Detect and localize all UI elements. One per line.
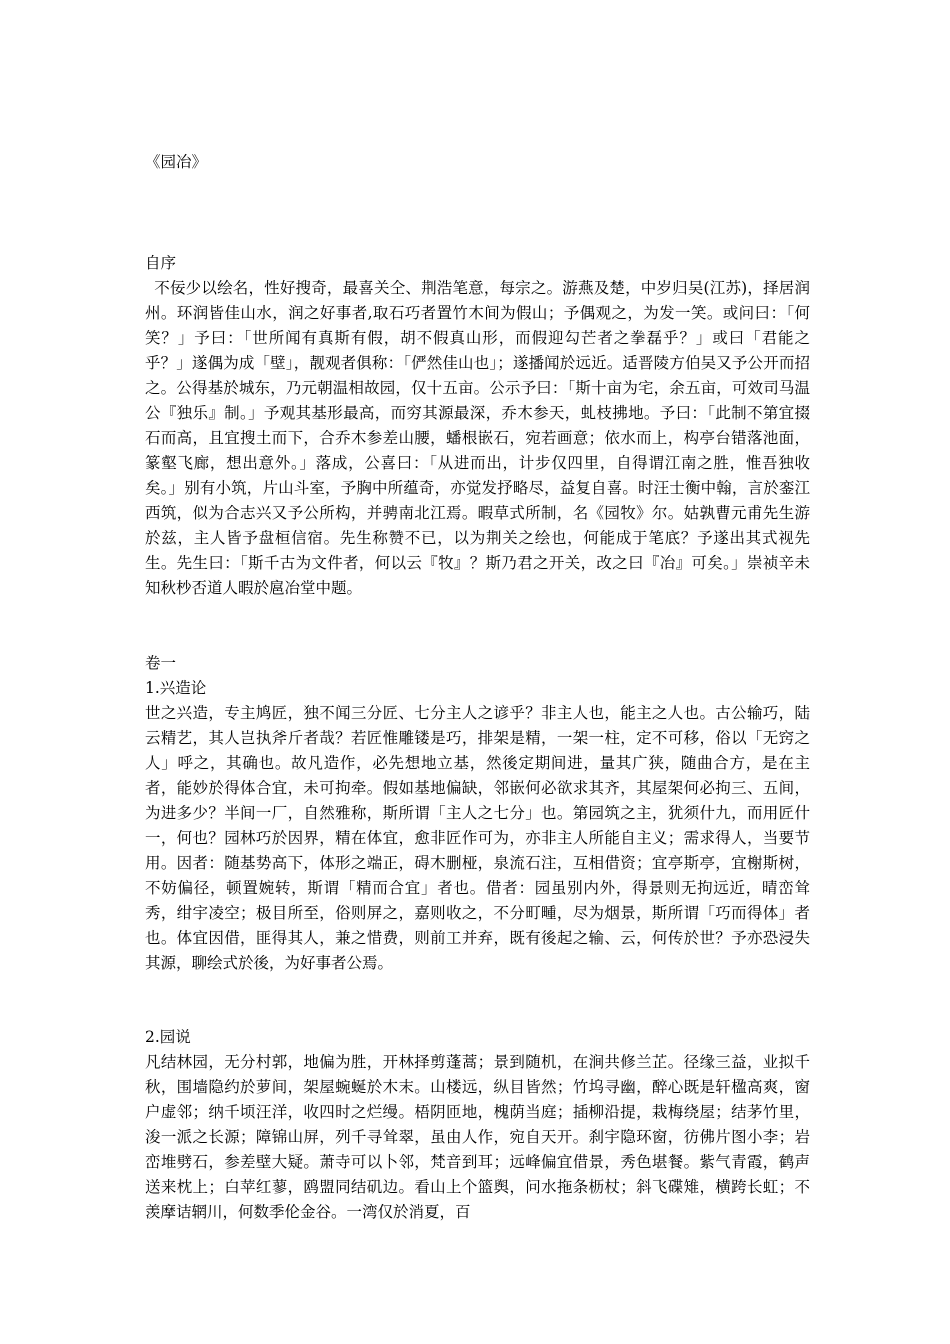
xingzao-heading: 1.兴造论 [145,679,207,697]
yuanshuo-paragraph: 凡结林园，无分村郭，地偏为胜，开林择剪蓬蒿；景到随机，在涧共修兰芷。径缘三益，业拟千秋，围墙隐约於萝间，架屋蜿蜒於木末。山楼远，纵目皆然；竹坞寻幽，醉心既是轩楹高爽，窗户虚邻；纳千顷汪洋，收四时之烂缦。梧阴匝地，槐荫当庭；插柳沿提，栽梅绕屋；结茅竹里，浚一派之长源；障锦山屏，列千寻耸翠，虽由人作，宛自天开。刹宇隐环窗，彷佛片图小李；岩峦堆劈石，参差壁大疑。萧寺可以卜邻，梵音到耳；远峰偏宜借景，秀色堪餐。紫气青霞，鹤声送来枕上；白苹红蓼，鸥盟同结矶边。看山上个篮舆，问水拖条枥杖；斜飞碟雉，横跨长虹；不羡摩诘辋川，何数季伦金谷。一湾仅於消夏，百 [145,1053,810,1221]
preface-heading: 自序 [145,254,177,272]
xingzao-paragraph: 世之兴造，专主鸠匠，独不闻三分匠、七分主人之谚乎？非主人也，能主之人也。古公输巧，陆云精艺，其人岂执斧斤者哉？若匠惟雕镂是巧，排架是精，一架一柱，定不可移，俗以「无窍之人」呼之，其确也。故凡造作，必先想地立基，然後定期间进，量其广狭，随曲合方，是在主者，能妙於得体合宜，未可拘牵。假如基地偏缺，邻嵌何必欲求其齐，其屋架何必拘三、五间，为进多少？半间一厂，自然雅称，斯所谓「主人之七分」也。第园筑之主，犹须什九，而用匠什一，何也？园林巧於因界，精在体宜，愈非匠作可为，亦非主人所能自主义；需求得人，当要节用。因者：随基势高下，体形之端正，碍木删桠，泉流石注，互相借资；宜亭斯亭，宜榭斯树，不妨偏径，顿置婉转，斯谓「精而合宜」者也。借者：园虽别内外，得景则无拘远近，晴峦耸秀，绀宇凌空；极目所至，俗则屏之，嘉则收之，不分町畽，尽为烟景，斯所谓「巧而得体」者也。体宜因借，匪得其人，兼之惜费，则前工并弃，既有後起之输、云，何传於世？予亦恐浸失其源，聊绘式於後，为好事者公焉。 [145,704,810,972]
volume1-heading: 卷一 [145,654,177,672]
volume1-section [145,651,810,976]
preface-paragraph: 不佞少以绘名，性好搜奇，最喜关仝、荆浩笔意，每宗之。游燕及楚，中岁归吴(江苏)，择居润州。环润皆佳山水，润之好事者,取石巧者置竹木间为假山；予偶观之，为发一笑。或问曰：「何笑？」予曰：「世所闻有真斯有假，胡不假真山形，而假迎勾芒者之拳磊乎？」或曰「君能之乎？」遂偶为成「壁」，靓观者俱称：「俨然佳山也」；遂播闻於远近。适晋陵方伯吴又予公开而招之。公得基於城东，乃元朝温相故园，仅十五亩。公示予曰：「斯十亩为宅，余五亩，可效司马温公『独乐』制。」予观其基形最高，而穷其源最深，乔木参天，虬枝拂地。予曰：「此制不第宜掇石而高，且宜搜土而下，合乔木参差山腰，蟠根嵌石，宛若画意；依水而上，构亭台错落池面，篆壑飞廊，想出意外。」落成，公喜曰：「从进而出，计步仅四里，自得谓江南之胜，惟吾独收矣。」别有小筑，片山斗室，予胸中所蕴奇，亦觉发抒略尽，益复自喜。时汪士衡中翰，言於銮江西筑，似为合志兴又予公所构，并骋南北江焉。暇草式所制，名《园牧》尔。姑孰曹元甫先生游於兹，主人皆予盘桓信宿。先生称赞不已，以为荆关之绘也，何能成于笔底？予遂出其式视先生。先生曰：「斯千古为文件者，何以云『牧』？斯乃君之开关，改之曰『冶』可矣。」崇祯辛未知秋杪否道人暇於扈冶堂中题。 [145,279,810,597]
yuanshuo-heading: 2.园说 [145,1028,191,1046]
document-title: 《园冶》 [145,153,208,171]
yuanshuo-section [145,1025,810,1225]
preface-section [145,251,810,601]
